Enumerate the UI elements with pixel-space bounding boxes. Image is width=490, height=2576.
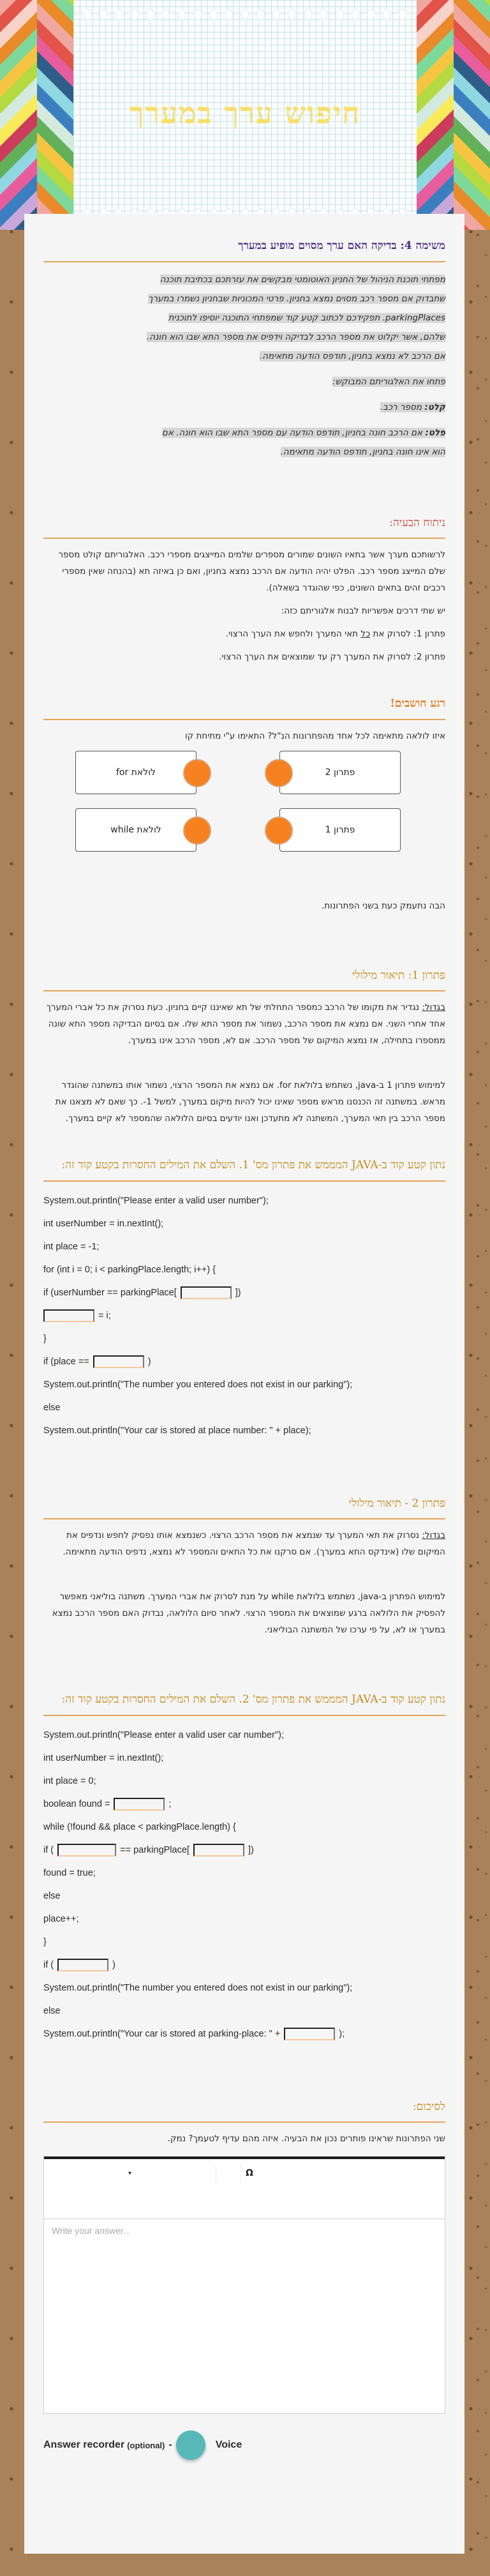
- blank-index-input[interactable]: [181, 1286, 232, 1299]
- analysis-solution-2: פתרון 2: לסרוק את המערך רק עד שמוצאים את הערך הרצוי.: [219, 652, 445, 662]
- solution-2-java: למימוש הפתרון ב-java, נשתמש בלולאת while על מנת לסרוק את אברי המערך. משתנה בוליאני מאפשר להפסיק את הלולאה ברגע שמוצאים את המספר הרצוי. לאחר סיום הלולאה, נבדוק האם מספר הרכב נמצא במערך או לא, על פי ערכו של המשתנה הבוליאני.: [52, 1592, 445, 1635]
- page-title: חיפוש ערך במערך: [129, 96, 361, 130]
- blank-index-input[interactable]: [193, 1844, 244, 1857]
- summary-section: [43, 2094, 445, 2460]
- blank-sentinel-input[interactable]: [93, 1355, 144, 1368]
- matching-activity: [43, 751, 445, 872]
- recorder-label: Answer recorder: [43, 2439, 125, 2450]
- blank-found-init-input[interactable]: [114, 1798, 165, 1811]
- answer-editor: [43, 2156, 445, 2414]
- solution-1-general: בגדול: נגדיר את מקומו של הרכב כמספר התחלתי של תא שאיננו קיים בחניון. כעת נסרוק את כל אברי המערך אחד אחרי השני. אם נמצא את מספר הרכב, נשמור את מספר התא שלו. אם בסיום הבדיקה מספר התא שונה ממספרו בתחילה, אז נמצא המיקום של מספר הרכב. אם לא, מספר הרכב אינו במערך.: [46, 1002, 445, 1046]
- blank-place-input[interactable]: [284, 2028, 335, 2040]
- blank-compare-input[interactable]: [57, 1844, 116, 1857]
- analysis-paragraph: לרשותכם מערך אשר בתאיו השונים שמורים מספרים שלמים המייצגים מספרי רכב. האלגוריתם קולט מספר שלם המייצג מספר רכב. הפלט יהיה הודעה אם הרכב נמצא בחניון, ואם כן באיזה תא (בהנחה שאין מספרי רכבים זהים בתאים השונים, כפי שהוגדר בשאלה).: [58, 550, 445, 593]
- analysis-solution-1: פתרון 1: לסרוק את כל תאי המערך ולחפש את הערך הרצוי.: [225, 629, 445, 639]
- solution-1-heading: פתרון 1: תיאור מילולי: [43, 963, 445, 992]
- think-section: [43, 691, 445, 914]
- solution-2-general: בגדול: נסרוק את תאי המערך עד שנמצא את מספר הרכב הרצוי. כשנמצא אותו נפסיק לחפש ונדפיס את המיקום שלו (אינדקס התא במערך). אם סרקנו את כל התאים והמספר לא נמצא, נדפיס הודעה מתאימה.: [63, 1530, 445, 1557]
- code-2-section: [43, 1687, 445, 2045]
- match-item-solution-1[interactable]: פתרון 1: [279, 808, 401, 852]
- blank-condition-input[interactable]: [57, 1959, 108, 1971]
- match-item-while-loop[interactable]: לולאת while: [75, 808, 197, 852]
- solution-1-section: [43, 963, 445, 1127]
- record-voice-button[interactable]: [176, 2430, 205, 2460]
- task-input: קלט: מספר רכב.: [380, 402, 445, 412]
- analysis-two-ways: יש שתי דרכים אפשריות לבנות אלגוריתם כזה:: [281, 606, 445, 616]
- editor-toolbar: [44, 2157, 445, 2219]
- match-item-for-loop[interactable]: לולאת for: [75, 751, 197, 794]
- chevron-down-icon: ▾: [128, 2169, 132, 2177]
- task-heading: משימה 4: בדיקה האם ערך מסוים מופיע במערך: [43, 233, 445, 262]
- code-2-heading: נתון קטע קוד ב-JAVA המממש את פתרון מס' 2. השלם את המילים החסרות בקטע קוד זה:: [43, 1687, 445, 1716]
- code-1-block: System.out.println("Please enter a valid user number"); int userNumber = in.nextInt(); int place = -1; for (int i = 0; i < parkingPlace.length; i++) { if (userNumber == parkingPlace[ ]) = i; } if (place == ) System.out.println("The number you entered does not exist in our parking"); else System.out.println("Your car is stored at place number: " + place);: [43, 1195, 353, 1436]
- summary-heading: לסיכום:: [43, 2094, 445, 2123]
- answer-textarea[interactable]: [44, 2219, 445, 2411]
- grid-paper: [73, 0, 417, 230]
- omega-icon: Ω: [246, 2168, 253, 2178]
- analysis-heading: ניתוח הבעיה:: [43, 510, 445, 539]
- recorder-optional: (optional): [127, 2440, 165, 2450]
- match-connector-dot[interactable]: [183, 759, 211, 787]
- match-connector-dot[interactable]: [183, 817, 211, 845]
- chevron-border-right: [417, 0, 490, 230]
- solution-2-heading: פתרון 2 - תיאור מילולי: [43, 1491, 445, 1520]
- binder-holes-top: [84, 9, 406, 20]
- task-section: [43, 233, 445, 462]
- task-intro: מפתחי תוכנת הניהול של החניון האוטומטי מבקשים את עזרתכם בכתיבת תוכנה שתבדוק אם מספר רכב מסוים נמצא בחניון. פרטי המכוניות שבחניון נשמרו במערך parkingPlaces. תפקידכם לכתוב קטע קוד שמפתחי התוכנה יוסיפו לתוכנית שלהם, אשר יקלוט את מספר הרכב לבדיקה וידפיס את מספר התא שבו הוא חונה. אם הרכב לא נמצא בחניון, תודפס הודעה מתאימה.: [147, 274, 445, 361]
- toolbar-separator: [216, 2163, 241, 2183]
- summary-question: שני הפתרונות שראינו פותרים נכון את הבעיה. איזה מהם עדיף לטעמך? נמק.: [167, 2134, 445, 2144]
- match-connector-dot[interactable]: [265, 817, 293, 845]
- think-heading: רגע חושבים!: [43, 691, 445, 720]
- format-dropdown[interactable]: [44, 2163, 216, 2183]
- voice-label: Voice: [215, 2439, 242, 2450]
- special-char-button[interactable]: [246, 2163, 253, 2183]
- think-followup: הבה נתעמק כעת בשני הפתרונות.: [321, 900, 445, 911]
- blank-variable-input[interactable]: [43, 1309, 94, 1322]
- think-question: איזו לולאה מתאימה לכל אחד מהפתרונות הנ"ל? התאימו ע"י מתיחת קו: [184, 730, 445, 741]
- code-1-section: [43, 1152, 445, 1442]
- task-output: פלט: אם הרכב חונה בחניון, תודפס הודעה עם מספר התא שבו הוא חונה. אם הוא אינו חונה בחניון, תודפס הודעה מתאימה.: [161, 427, 445, 457]
- match-connector-dot[interactable]: [265, 759, 293, 787]
- code-2-block: System.out.println("Please enter a valid user car number"); int userNumber = in.nextInt(); int place = 0; boolean found = ; while (!found && place < parkingPlace.length) { if ( == parkingPlace[ ]) found = true; else place++; } if ( ) System.out.println("The number you entered does not exist in our parking"); else System.out.println("Your car is stored at parking-place: " + );: [43, 1724, 445, 2045]
- match-item-solution-2[interactable]: פתרון 2: [279, 751, 401, 794]
- solution-1-java: למימוש פתרון 1 ב-java, נשתמש בלולאת for. אם נמצא את המספר הרצוי, נשמור אותו במשתנה שהוגדר מראש. במשתנה זה הכנסנו מראש מספר שאינו יכול להיות מיקום במערך, למשל 1-. כך שאם לא מצאנו את מספר הרכב בין תאי המערך, המשתנה לא מתעדכן ואנו יודעים בסיום הלולאה שהמספר לא קיים במערך.: [55, 1080, 445, 1124]
- solution-2-section: [43, 1491, 445, 1639]
- task-develop: פתחו את האלגוריתם המבוקש:: [332, 376, 445, 387]
- analysis-section: [43, 510, 445, 666]
- answer-recorder: Answer recorder (optional) - Voice: [43, 2430, 445, 2460]
- code-1-heading: נתון קטע קוד ב-JAVA המממש את פתרון מס' 1. השלם את המילים החסרות בקטע קוד זה:: [43, 1152, 445, 1182]
- worksheet-card: [24, 214, 464, 2554]
- header-banner: [0, 0, 490, 230]
- chevron-border-left: [0, 0, 73, 230]
